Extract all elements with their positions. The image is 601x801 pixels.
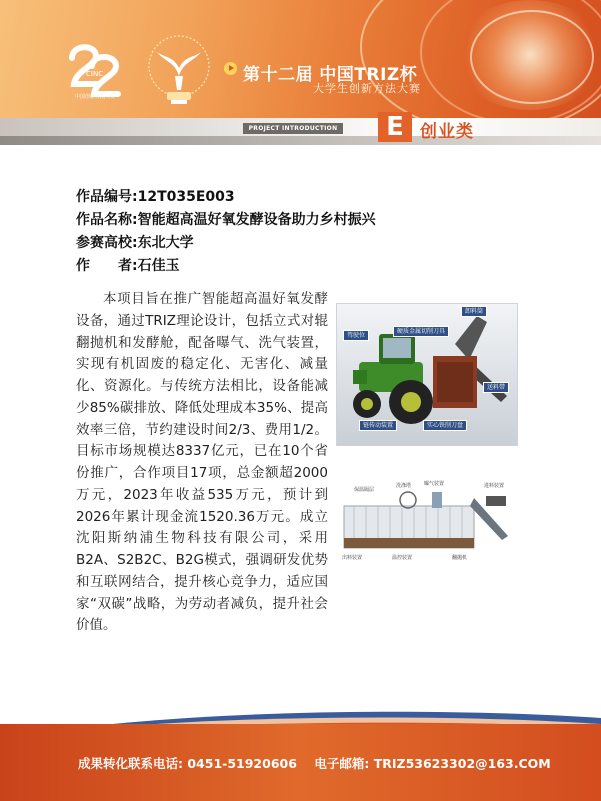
- category-letter-badge: E: [378, 112, 412, 142]
- meta-row-school: [76, 232, 376, 255]
- label-chain-drive: 链传动装置: [359, 420, 397, 431]
- label-aeration: 曝气装置: [424, 481, 445, 487]
- meta-row-name: [76, 209, 376, 232]
- contact-email-label: 电子邮箱:: [314, 756, 370, 771]
- label-metal-cutter: 硬质金属切削刀具: [393, 326, 449, 337]
- svg-text:CINC: CINC: [86, 70, 104, 78]
- contact-info: [78, 754, 551, 772]
- meta-school-value: 东北大学: [137, 235, 194, 251]
- label-temperature-control: 温控装置: [392, 555, 413, 561]
- contest-subtitle: 大学生创新方法大赛: [313, 82, 421, 95]
- project-meta: [76, 186, 376, 278]
- label-feed-belt: 送料带: [483, 382, 509, 393]
- banner-band-shadow: [0, 136, 601, 145]
- contact-email: TRIZ53623302@163.COM: [373, 756, 551, 771]
- project-introduction-tag: PROJECT INTRODUCTION: [243, 123, 343, 134]
- contact-phone-label: 成果转化联系电话:: [78, 756, 183, 771]
- label-turner: 翻抛机: [452, 555, 468, 561]
- contact-phone: 0451-51920606: [187, 756, 297, 771]
- label-discharge-cylinder: 卸料筒: [461, 306, 487, 317]
- project-description: 本项目旨在推广智能超高温好氧发酵设备，通过TRIZ理论设计，包括立式对辊翻抛机和发酵舱，配备曝气、洗气装置，实现有机固废的稳定化、无害化、减量化、资源化。与传统方法相比，设备能减少85%碳排放、降低处理成本35%、提高效率三倍，节约建设时间2/3、费用1/2。目标市场规模达8337亿元，已在10个省份推广，合作项目17项，总金额超2000万元，2023年收益535万元，预计到2026年累计现金流1520.36万元。成立沈阳斯纳浦生物科技有限公司，采用B2A、S2B2C、B2G模式，强调研发优势和互联网结合，提升核心竞争力，适应国家“双碳”战略，为劳动者减负，提升社会价值。: [76, 291, 328, 634]
- china-innovation-contest-logo: [62, 40, 126, 102]
- meta-author-label: 作 者:: [76, 258, 138, 274]
- meta-school-label: 参赛高校:: [76, 235, 138, 251]
- label-solid-cutter-disc: 实心铁削刀盘: [423, 420, 467, 431]
- meta-row-author: [76, 255, 376, 278]
- meta-id-label: 作品编号:: [76, 189, 138, 205]
- label-feeding: 进料装置: [484, 483, 505, 489]
- logo-caption: 中国创新方法大赛: [74, 94, 115, 100]
- banner-swirl: [470, 10, 594, 104]
- label-scrubber: 洗涤塔: [396, 483, 412, 489]
- triz-cup-trophy-logo: [145, 32, 213, 110]
- meta-author-value: 石佳玉: [137, 258, 180, 274]
- label-insulation-layer: 保温隔层: [354, 487, 375, 493]
- fermentation-plant-diagram: [336, 478, 516, 570]
- meta-row-id: [76, 186, 376, 209]
- category-name: 创业类: [420, 122, 474, 142]
- tractor-turner-image: [336, 303, 518, 446]
- label-discharge: 出料装置: [342, 555, 363, 561]
- contest-title: 第十二届 中国TRIZ杯: [243, 65, 418, 85]
- play-icon: [224, 62, 237, 75]
- label-driver-seat: 驾驶位: [343, 330, 369, 341]
- meta-id-value: 12T035E003: [137, 189, 235, 205]
- meta-name-label: 作品名称:: [76, 212, 138, 228]
- meta-name-value: 智能超高温好氧发酵设备助力乡村振兴: [137, 212, 376, 228]
